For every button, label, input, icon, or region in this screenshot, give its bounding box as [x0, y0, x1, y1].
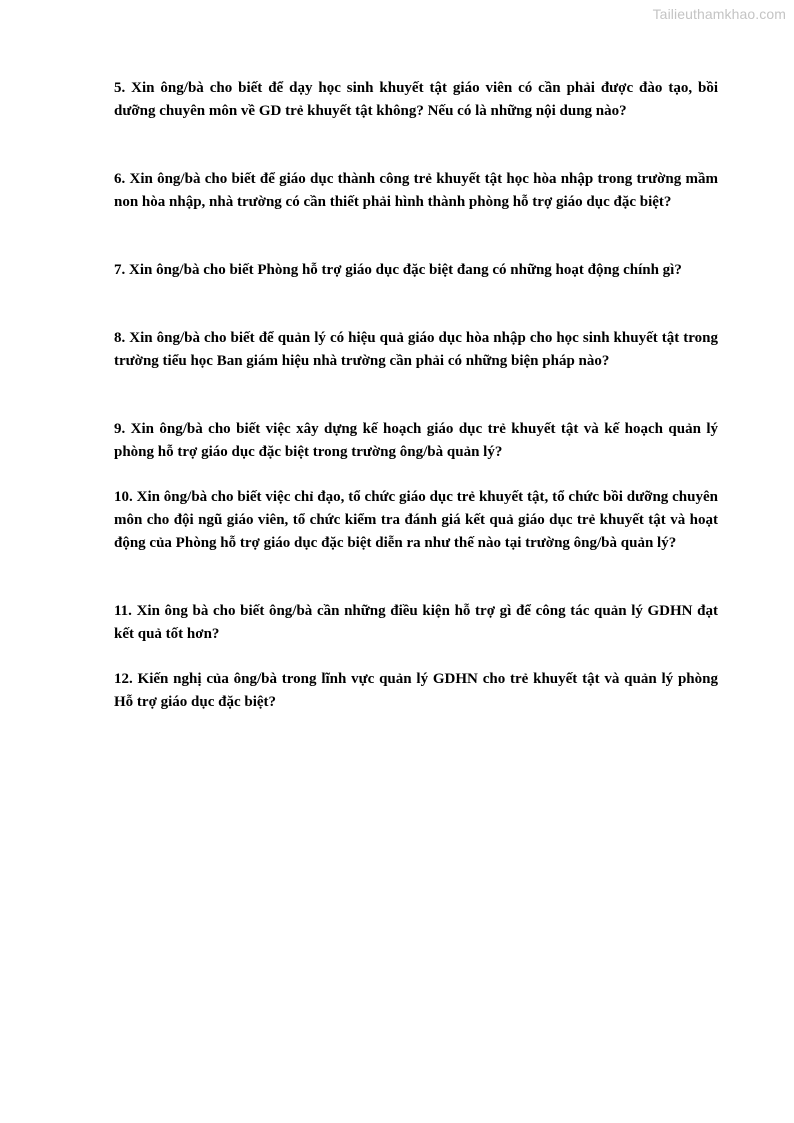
question-7: 7. Xin ông/bà cho biết Phòng hỗ trợ giáo dục đặc biệt đang có những hoạt động chính gì?	[114, 262, 682, 278]
question-11: 11. Xin ông bà cho biết ông/bà cần những điều kiện hỗ trợ gì để công tác quản lý GDHN đạt kết quả tốt hơn?	[114, 603, 718, 642]
question-5: 5. Xin ông/bà cho biết để dạy học sinh khuyết tật giáo viên có cần phải được đào tạo, bồi dưỡng chuyên môn về GD trẻ khuyết tật không? Nếu có là những nội dung nào?	[114, 80, 718, 119]
question-6: 6. Xin ông/bà cho biết để giáo dục thành công trẻ khuyết tật học hòa nhập trong trường mầm non hòa nhập, nhà trường có cần thiết phải hình thành phòng hỗ trợ giáo dục đặc biệt?	[114, 171, 718, 210]
question-9: 9. Xin ông/bà cho biết việc xây dựng kế hoạch giáo dục trẻ khuyết tật và kế hoạch quản lý phòng hỗ trợ giáo dục đặc biệt trong trường ông/bà quản lý?	[114, 421, 718, 460]
question-10: 10. Xin ông/bà cho biết việc chỉ đạo, tổ chức giáo dục trẻ khuyết tật, tổ chức bồi dưỡng chuyên môn cho đội ngũ giáo viên, tổ chức kiểm tra đánh giá kết quả giáo dục trẻ khuyết tật và hoạt động của Phòng hỗ trợ giáo dục đặc biệt diễn ra như thế nào tại trường ông/bà quản lý?	[114, 489, 718, 551]
question-8: 8. Xin ông/bà cho biết để quản lý có hiệu quả giáo dục hòa nhập cho học sinh khuyết tật trong trường tiểu học Ban giám hiệu nhà trường cần phải có những biện pháp nào?	[114, 330, 718, 369]
question-12: 12. Kiến nghị của ông/bà trong lĩnh vực quản lý GDHN cho trẻ khuyết tật và quản lý phòng Hỗ trợ giáo dục đặc biệt?	[114, 671, 718, 710]
watermark: Tailieuthamkhao.com	[652, 6, 786, 22]
